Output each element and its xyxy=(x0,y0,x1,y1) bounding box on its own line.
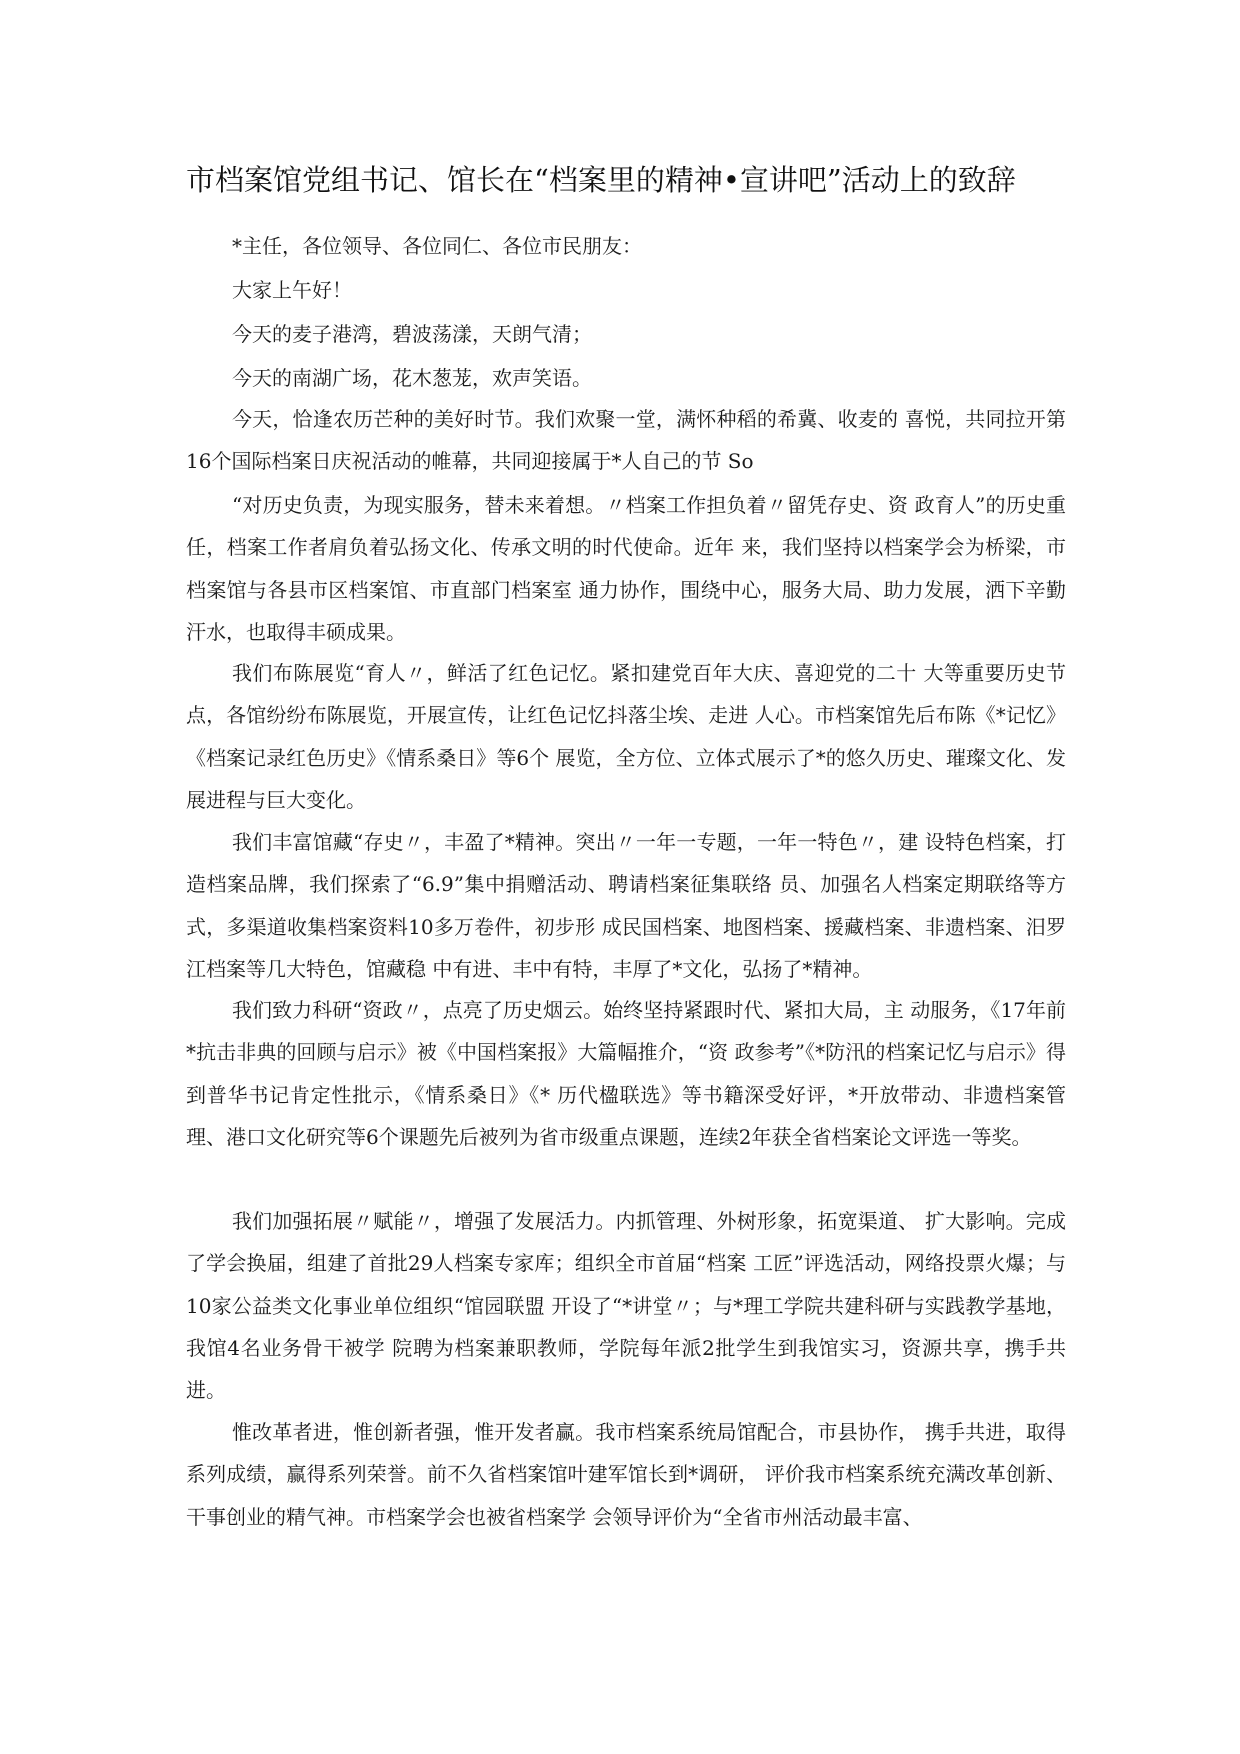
paragraph-6: 我们加强拓展〃赋能〃，增强了发展活力。内抓管理、外树形象，拓宽渠道、 扩大影响。完成了学会换届，组建了首批29人档案专家库；组织全市首届“档案 工匠”评选活动，网络投票火爆；与10家公益类文化事业单位组织“馆园联盟 开设了“*讲堂〃；与*理工学院共建科研与实践教学基地，我馆4名业务骨干被学 院聘为档案兼职教师，学院每年派2批学生到我馆实习，资源共享，携手共进。 xyxy=(186,1209,1066,1403)
salutation: *主任，各位领导、各位同仁、各位市民朋友： xyxy=(232,234,642,258)
paragraph-1: 今天，恰逢农历芒种的美好时节。我们欢聚一堂，满怀种稻的希冀、收麦的 喜悦，共同拉开第16个国际档案日庆祝活动的帷幕，共同迎接属于*人自己的节 So xyxy=(186,407,1066,474)
paragraph-3: 我们布陈展览“育人〃，鲜活了红色记忆。紧扣建党百年大庆、喜迎党的二十 大等重要历史节点，各馆纷纷布陈展览，开展宣传，让红色记忆抖落尘埃、走进 人心。市档案馆先后布陈《*记忆》《档案记录红色历史》《情系桑日》等6个 展览，全方位、立体式展示了*的悠久历史、璀璨文化、发展进程与巨大变化。 xyxy=(186,661,1066,812)
paragraph-2: “对历史负责，为现实服务，替未来着想。〃档案工作担负着〃留凭存史、资 政育人”的历史重任，档案工作者肩负着弘扬文化、传承文明的时代使命。近年 来，我们坚持以档案学会为桥梁，市档案馆与各县市区档案馆、市直部门档案室 通力协作，围绕中心，服务大局、助力发展，洒下辛勤汗水，也取得丰硕成果。 xyxy=(186,493,1066,644)
opening-line-1: 今天的麦子港湾，碧波荡漾，天朗气清； xyxy=(232,322,592,346)
paragraph-5: 我们致力科研“资政〃，点亮了历史烟云。始终坚持紧跟时代、紧扣大局，主 动服务，《17年前*抗击非典的回顾与启示》被《中国档案报》大篇幅推介，“资 政参考”《*防汛的档案记忆与启示》得到普华书记肯定性批示，《情系桑日》《* 历代楹联选》等书籍深受好评，*开放带动、非遗档案管理、港口文化研究等6个课题先后被列为省市级重点课题，连续2年获全省档案论文评选一等奖。 xyxy=(186,998,1066,1149)
paragraph-7: 惟改革者进，惟创新者强，惟开发者赢。我市档案系统局馆配合，市县协作， 携手共进，取得系列成绩，赢得系列荣誉。前不久省档案馆叶建军馆长到*调研， 评价我市档案系统充满改革创新、干事创业的精气神。市档案学会也被省档案学 会领导评价为“全省市州活动最丰富、 xyxy=(186,1420,1066,1529)
paragraph-4: 我们丰富馆藏“存史〃，丰盈了*精神。突出〃一年一专题，一年一特色〃，建 设特色档案，打造档案品牌，我们探索了“6.9”集中捐赠活动、聘请档案征集联络 员、加强名人档案定期联络等方式，多渠道收集档案资料10多万卷件，初步形 成民国档案、地图档案、援藏档案、非遗档案、汨罗江档案等几大特色，馆藏稳 中有进、丰中有特，丰厚了*文化，弘扬了*精神。 xyxy=(186,830,1066,981)
opening-line-2: 今天的南湖广场，花木葱茏，欢声笑语。 xyxy=(232,366,592,390)
document-title: 市档案馆党组书记、馆长在“档案里的精神•宣讲吧”活动上的致辞 xyxy=(186,163,1016,197)
greeting: 大家上午好！ xyxy=(232,278,352,302)
